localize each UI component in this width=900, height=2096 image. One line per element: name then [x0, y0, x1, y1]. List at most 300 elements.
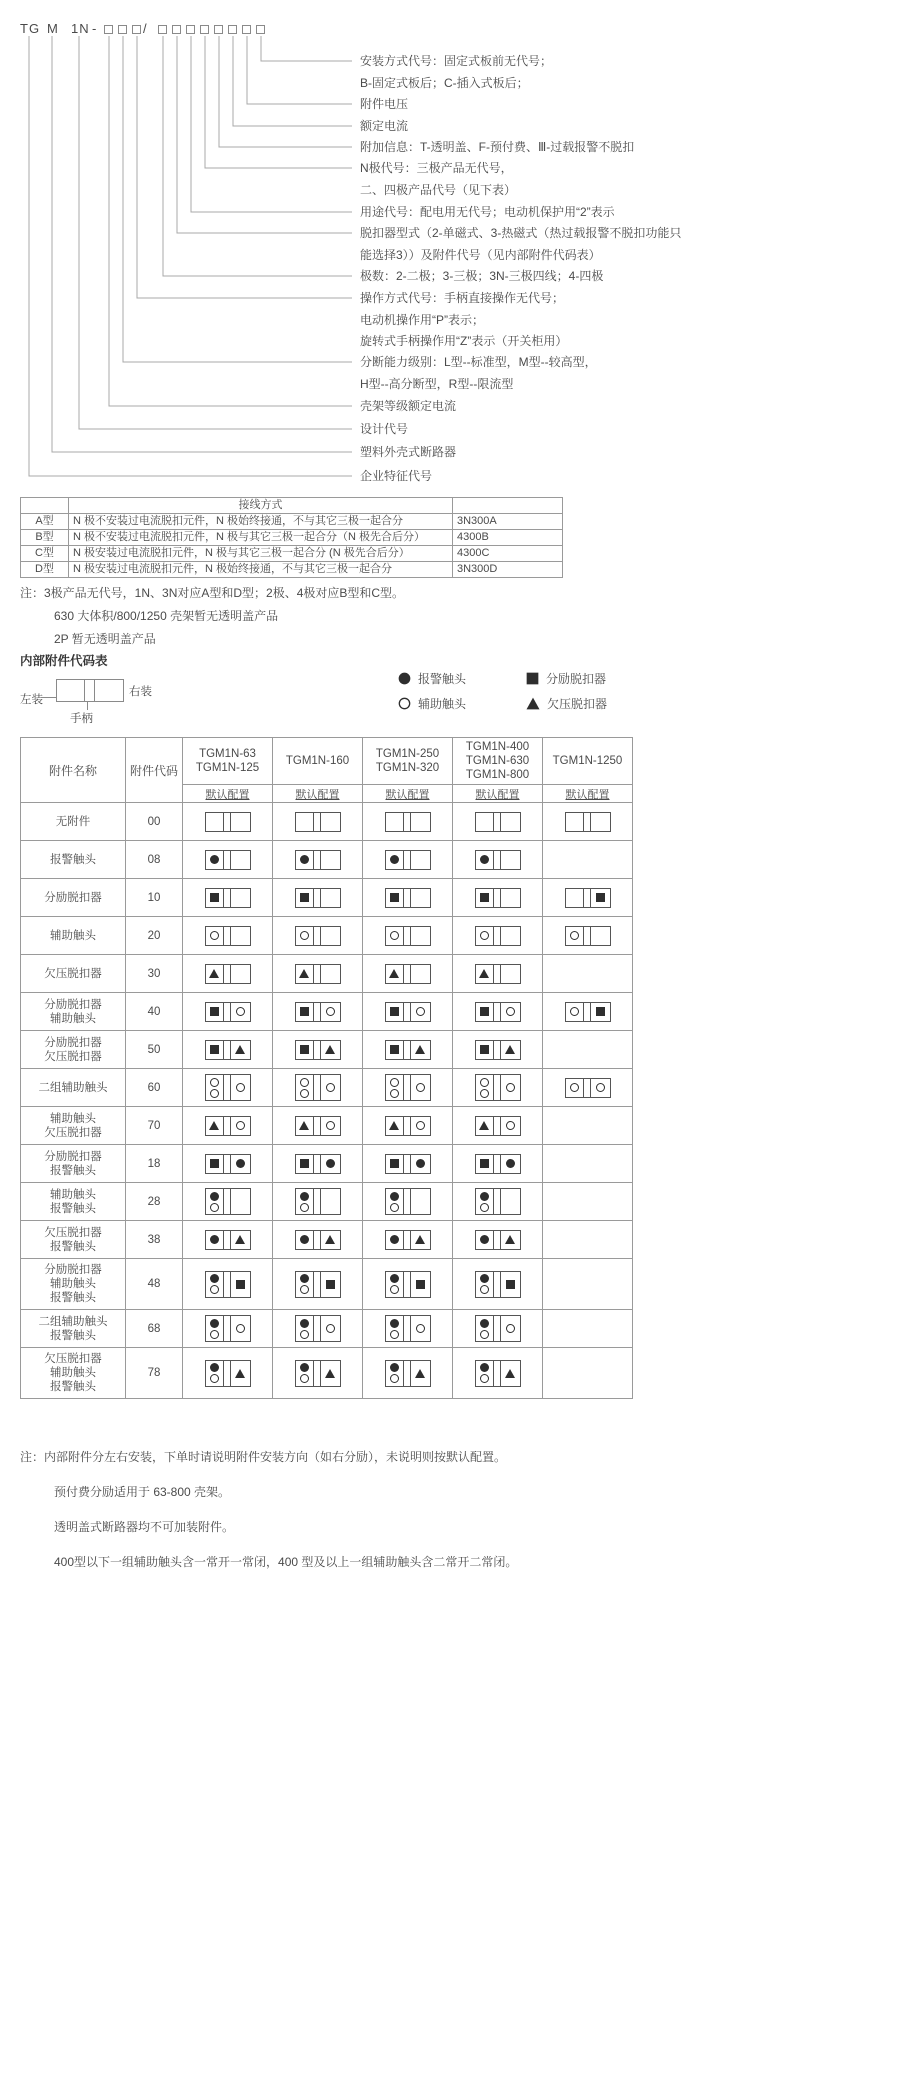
config-diagram: [385, 1230, 431, 1250]
shunt-release-symbol: [210, 1045, 219, 1054]
undervoltage-release-symbol: [209, 969, 219, 978]
auxiliary-contact-symbol: [399, 698, 411, 710]
alarm-contact-symbol: [300, 855, 309, 864]
config-diagram-cell: [543, 1145, 633, 1183]
accessory-code-cell: 40: [126, 993, 183, 1031]
config-diagram-cell: [543, 1310, 633, 1348]
product-model-line: TGM1N-125: [195, 762, 260, 774]
config-diagram-cell: [273, 879, 363, 917]
right-mount-slot: [411, 1316, 430, 1341]
left-mount-slot: [206, 1361, 223, 1386]
accessory-code-cell: 30: [126, 955, 183, 993]
left-mount-slot: [476, 889, 493, 907]
right-mount-slot: [321, 1075, 340, 1100]
accessory-name-line: 报警触头: [50, 1202, 96, 1215]
right-mount-slot: [501, 1272, 520, 1297]
config-diagram: [295, 1271, 341, 1298]
callout-line: [247, 36, 352, 104]
config-diagram-cell: [183, 1031, 273, 1069]
config-diagram-cell: [453, 1348, 543, 1399]
auxiliary-contact-symbol: [570, 931, 579, 940]
auxiliary-contact-symbol: [326, 1083, 335, 1092]
alarm-contact-symbol: [480, 855, 489, 864]
left-mount-slot: [386, 1041, 403, 1059]
wiring-type-cell: C型: [21, 546, 69, 562]
accessory-row: [21, 955, 633, 993]
handle-slot: [313, 1117, 321, 1135]
auxiliary-contact-symbol: [236, 1007, 245, 1016]
model-code-box: [104, 25, 113, 34]
left-mount-slot: [296, 1041, 313, 1059]
config-diagram: [295, 1154, 341, 1174]
callout-label-line: 附件电压: [360, 97, 409, 111]
config-diagram-cell: [363, 1107, 453, 1145]
shunt-release-symbol: [527, 673, 539, 685]
right-mount-slot: [231, 851, 250, 869]
alarm-contact-symbol: [390, 1274, 399, 1283]
config-diagram-cell: [363, 1069, 453, 1107]
wiring-desc-cell: N 极不安装过电流脱扣元件，N 极与其它三极一起合分（N 极先合后分）: [69, 530, 453, 546]
auxiliary-contact-symbol: [480, 1285, 489, 1294]
undervoltage-release-symbol: [389, 969, 399, 978]
left-mount-slot: [566, 1079, 583, 1097]
right-mount-slot: [501, 1231, 520, 1249]
right-mount-slot: [501, 1361, 520, 1386]
auxiliary-contact-symbol: [416, 1324, 425, 1333]
config-diagram: [385, 926, 431, 946]
callout-label-line: 旋转式手柄操作用“Z”表示（开关柜用）: [360, 334, 568, 348]
shunt-release-symbol: [326, 1280, 335, 1289]
config-diagram-cell: [363, 803, 453, 841]
handle-slot: [493, 1189, 501, 1214]
handle-slot: [403, 813, 411, 831]
handle-slot: [313, 1075, 321, 1100]
config-diagram: [565, 1078, 611, 1098]
right-mount-slot: [411, 1189, 430, 1214]
shunt-release-symbol: [390, 893, 399, 902]
config-diagram: [385, 850, 431, 870]
config-diagram: [565, 926, 611, 946]
model-code-part: M: [47, 21, 59, 36]
accessory-name-line: 欠压脱扣器: [44, 1126, 102, 1139]
auxiliary-contact-symbol: [416, 1121, 425, 1130]
left-mount-slot: [206, 965, 223, 983]
accessory-name-cell: [21, 1145, 126, 1183]
handle-slot: [493, 889, 501, 907]
undervoltage-release-symbol: [325, 1235, 335, 1244]
breaker-outline: [56, 679, 124, 702]
product-model-line: TGM1N-320: [375, 762, 440, 774]
right-mount-slot: [501, 1003, 520, 1021]
accessory-name-line: 报警触头: [50, 1292, 96, 1304]
alarm-contact-symbol: [480, 1274, 489, 1283]
config-diagram-cell: [183, 993, 273, 1031]
product-model-line: TGM1N-250: [375, 748, 440, 760]
accessory-name-line: 辅助触头: [50, 929, 96, 942]
alarm-contact-symbol: [390, 1363, 399, 1372]
config-diagram: [475, 1271, 521, 1298]
accessory-name-line: 二组辅助触头: [38, 1081, 108, 1094]
config-diagram-cell: [273, 993, 363, 1031]
auxiliary-contact-symbol: [210, 1330, 219, 1339]
callout-line: [233, 36, 352, 126]
config-diagram-cell: [363, 1183, 453, 1221]
handle-slot: [583, 1079, 591, 1097]
config-diagram: [385, 1074, 431, 1101]
auxiliary-contact-symbol: [506, 1324, 515, 1333]
alarm-contact-symbol: [480, 1319, 489, 1328]
left-mount-slot: [296, 851, 313, 869]
note-line: 630 大体积/800/1250 壳架暂无透明盖产品: [54, 609, 279, 623]
left-mount-slot: [296, 889, 313, 907]
config-diagram: [475, 964, 521, 984]
accessory-code-cell: 28: [126, 1183, 183, 1221]
handle-slot: [493, 1003, 501, 1021]
config-diagram: [295, 1002, 341, 1022]
config-diagram-cell: [453, 993, 543, 1031]
accessory-code-cell: 68: [126, 1310, 183, 1348]
product-model-line: TGM1N-160: [285, 755, 350, 767]
auxiliary-contact-symbol: [390, 931, 399, 940]
shunt-release-symbol: [596, 893, 605, 902]
config-diagram: [295, 964, 341, 984]
handle-slot: [493, 813, 501, 831]
config-diagram: [205, 1360, 251, 1387]
right-mount-slot: [321, 1155, 340, 1173]
handle-slot: [403, 1361, 411, 1386]
callout-label: [360, 51, 552, 94]
handle-slot: [313, 1041, 321, 1059]
right-mount-slot: [321, 813, 340, 831]
accessory-name-line: 分励脱扣器: [44, 1150, 102, 1163]
alarm-contact-symbol: [390, 1319, 399, 1328]
note-line: 透明盖式断路器均不可加装附件。: [54, 1520, 235, 1534]
config-diagram: [475, 888, 521, 908]
config-diagram: [385, 1271, 431, 1298]
auxiliary-contact-symbol: [236, 1121, 245, 1130]
left-mount-slot: [296, 1316, 313, 1341]
handle-slot: [493, 1272, 501, 1297]
left-mount-slot: [566, 927, 583, 945]
left-mount-slot: [206, 851, 223, 869]
accessory-row: [21, 1348, 633, 1399]
right-mount-slot: [501, 851, 520, 869]
shunt-release-symbol: [480, 893, 489, 902]
accessory-code-table: [20, 737, 633, 1399]
auxiliary-contact-symbol: [236, 1324, 245, 1333]
accessory-code-cell: 70: [126, 1107, 183, 1145]
bottom-notes: [20, 1447, 517, 1587]
note-line: 400型以下一组辅助触头含一常开一常闭，400 型及以上一组辅助触头含二常开二常闭。: [54, 1555, 518, 1569]
handle-slot: [223, 1155, 231, 1173]
model-code-box: [256, 25, 265, 34]
accessory-row: [21, 1183, 633, 1221]
accessory-name-line: 辅助触头: [50, 1278, 96, 1290]
handle-slot: [313, 1189, 321, 1214]
right-mount-slot: [411, 1272, 430, 1297]
model-code-box: [172, 25, 181, 34]
alarm-contact-symbol: [210, 1192, 219, 1201]
alarm-contact-symbol: [300, 1363, 309, 1372]
model-code-box: [158, 25, 167, 34]
shunt-release-symbol: [390, 1007, 399, 1016]
wiring-code-cell: 4300B: [453, 530, 563, 546]
auxiliary-contact-symbol: [390, 1285, 399, 1294]
accessory-name-line: 二组辅助触头: [38, 1315, 108, 1328]
left-mount-slot: [476, 851, 493, 869]
handle-slot: [313, 1155, 321, 1173]
left-mount-slot: [566, 813, 583, 831]
accessory-name-line: 欠压脱扣器: [44, 1353, 102, 1365]
default-config-header: 默认配置: [363, 785, 453, 803]
right-mount-slot: [321, 1117, 340, 1135]
right-mount-slot: [591, 813, 610, 831]
config-diagram-cell: [273, 1107, 363, 1145]
right-mount-slot: [591, 1079, 610, 1097]
left-mount-slot: [206, 1155, 223, 1173]
config-diagram: [385, 1040, 431, 1060]
right-mount-slot: [231, 1316, 250, 1341]
alarm-contact-symbol: [480, 1235, 489, 1244]
config-diagram-cell: [273, 917, 363, 955]
handle-slot: [403, 1117, 411, 1135]
callout-label: [360, 466, 432, 488]
shunt-release-symbol: [480, 1007, 489, 1016]
accessory-name-line: 报警触头: [50, 1164, 96, 1177]
left-mount-slot: [296, 813, 313, 831]
config-diagram-cell: [543, 1348, 633, 1399]
left-mount-slot: [476, 1003, 493, 1021]
config-diagram: [295, 1360, 341, 1387]
handle-slot: [223, 1117, 231, 1135]
alarm-contact-symbol: [480, 1363, 489, 1372]
accessory-row: [21, 993, 633, 1031]
left-mount-slot: [296, 1189, 313, 1214]
accessory-name-line: 分励脱扣器: [44, 998, 102, 1011]
config-diagram: [205, 1116, 251, 1136]
right-mount-slot: [411, 1075, 430, 1100]
wiring-table-title: 接线方式: [69, 498, 453, 514]
accessory-name-cell: [21, 1310, 126, 1348]
accessory-code-cell: 48: [126, 1259, 183, 1310]
callout-label: [360, 419, 408, 441]
left-mount-slot: [386, 1231, 403, 1249]
handle-slot: [313, 1231, 321, 1249]
config-diagram-cell: [273, 841, 363, 879]
config-diagram: [295, 1040, 341, 1060]
left-mount-slot: [476, 927, 493, 945]
callout-line: [219, 36, 352, 147]
alarm-contact-symbol: [210, 855, 219, 864]
callout-line: [205, 36, 352, 168]
right-mount-slot: [231, 1272, 250, 1297]
right-mount-slot: [411, 1117, 430, 1135]
right-mount-slot: [411, 1231, 430, 1249]
handle-slot: [223, 1231, 231, 1249]
config-diagram-cell: [543, 917, 633, 955]
config-diagram-cell: [183, 1183, 273, 1221]
config-diagram-cell: [453, 1107, 543, 1145]
accessory-code-cell: 50: [126, 1031, 183, 1069]
right-mount-slot: [411, 1041, 430, 1059]
accessory-name-line: 辅助触头: [50, 1188, 96, 1201]
config-diagram: [385, 1360, 431, 1387]
accessory-name-line: 欠压脱扣器: [44, 967, 102, 980]
shunt-release-symbol: [300, 1045, 309, 1054]
config-diagram-cell: [273, 955, 363, 993]
accessory-name-cell: [21, 1183, 126, 1221]
handle-slot: [223, 965, 231, 983]
auxiliary-contact-symbol: [480, 1374, 489, 1383]
config-diagram: [295, 850, 341, 870]
config-diagram-cell: [543, 1069, 633, 1107]
wiring-code-cell: 3N300A: [453, 514, 563, 530]
auxiliary-contact-symbol: [210, 1285, 219, 1294]
config-diagram-cell: [183, 917, 273, 955]
left-mount-slot: [386, 927, 403, 945]
accessory-code-cell: 00: [126, 803, 183, 841]
config-diagram-cell: [453, 955, 543, 993]
config-diagram: [295, 1230, 341, 1250]
config-diagram-cell: [363, 1310, 453, 1348]
right-mount-slot: [501, 1075, 520, 1100]
left-mount-slot: [206, 1041, 223, 1059]
shunt-release-symbol: [210, 1159, 219, 1168]
config-diagram: [205, 888, 251, 908]
config-diagram: [295, 1116, 341, 1136]
right-mount-slot: [411, 889, 430, 907]
auxiliary-contact-symbol: [596, 1083, 605, 1092]
config-diagram: [385, 812, 431, 832]
accessory-name-line: 欠压脱扣器: [44, 1050, 102, 1063]
left-mount-slot: [476, 1155, 493, 1173]
config-diagram: [295, 888, 341, 908]
left-mount-slot: [386, 813, 403, 831]
handle-slot: [223, 1316, 231, 1341]
left-mount-slot: [476, 1041, 493, 1059]
right-mount-slot: [231, 889, 250, 907]
config-diagram: [475, 1230, 521, 1250]
right-mount-slot: [411, 965, 430, 983]
alarm-contact-symbol: [210, 1319, 219, 1328]
model-code-box: [242, 25, 251, 34]
shunt-release-symbol: [480, 1159, 489, 1168]
right-mount-slot: [411, 1155, 430, 1173]
auxiliary-contact-symbol: [416, 1083, 425, 1092]
handle-slot: [403, 1003, 411, 1021]
auxiliary-contact-symbol: [300, 1078, 309, 1087]
shunt-release-symbol: [236, 1280, 245, 1289]
config-diagram: [475, 1154, 521, 1174]
right-mount-label: 右装: [129, 686, 152, 698]
shunt-release-symbol: [300, 1159, 309, 1168]
config-diagram: [475, 1188, 521, 1215]
default-config-header: 默认配置: [273, 785, 363, 803]
alarm-contact-symbol: [480, 1192, 489, 1201]
accessory-row: [21, 1145, 633, 1183]
callout-label: [360, 116, 408, 138]
callout-line: [52, 36, 352, 452]
config-diagram-cell: [183, 879, 273, 917]
left-mount-slot: [386, 1003, 403, 1021]
undervoltage-release-symbol: [299, 969, 309, 978]
accessory-row: [21, 1310, 633, 1348]
auxiliary-contact-symbol: [210, 1089, 219, 1098]
config-diagram-cell: [363, 955, 453, 993]
handle-slot: [313, 1003, 321, 1021]
shunt-release-symbol: [480, 1045, 489, 1054]
callout-label: [360, 352, 597, 395]
config-diagram: [205, 812, 251, 832]
config-diagram-cell: [543, 1107, 633, 1145]
config-diagram: [205, 1154, 251, 1174]
config-diagram-cell: [543, 1259, 633, 1310]
config-diagram-cell: [273, 1348, 363, 1399]
left-mount-slot: [386, 1189, 403, 1214]
right-mount-slot: [231, 927, 250, 945]
config-diagram: [205, 1002, 251, 1022]
config-diagram: [205, 1271, 251, 1298]
config-diagram-cell: [273, 1031, 363, 1069]
config-diagram-cell: [363, 1221, 453, 1259]
accessory-name-line: 分励脱扣器: [44, 891, 102, 904]
left-mount-slot: [386, 965, 403, 983]
auxiliary-contact-symbol: [390, 1078, 399, 1087]
alarm-contact-symbol: [390, 855, 399, 864]
right-mount-slot: [321, 1272, 340, 1297]
handle-slot: [313, 1316, 321, 1341]
right-mount-slot: [411, 1003, 430, 1021]
undervoltage-release-symbol: [415, 1045, 425, 1054]
accessory-name-line: 辅助触头: [50, 1012, 96, 1025]
model-code-part: TG: [20, 21, 41, 36]
config-diagram: [205, 1074, 251, 1101]
alarm-contact-symbol: [210, 1363, 219, 1372]
legend-label: 欠压脱扣器: [547, 697, 608, 711]
handle-slot: [223, 1189, 231, 1214]
handle-label: 手柄: [70, 713, 93, 725]
config-diagram-cell: [453, 1310, 543, 1348]
config-diagram-cell: [273, 1221, 363, 1259]
alarm-contact-symbol: [390, 1235, 399, 1244]
undervoltage-release-symbol: [389, 1121, 399, 1130]
right-mount-slot: [501, 965, 520, 983]
config-diagram-cell: [363, 879, 453, 917]
product-model-line: TGM1N-400: [465, 741, 530, 753]
accessory-name-line: 欠压脱扣器: [44, 1226, 102, 1239]
handle-slot: [403, 1155, 411, 1173]
undervoltage-release-symbol: [325, 1045, 335, 1054]
right-mount-slot: [501, 1189, 520, 1214]
left-mount-slot: [476, 1272, 493, 1297]
left-mount-slot: [386, 851, 403, 869]
config-diagram: [205, 1188, 251, 1215]
config-diagram: [475, 850, 521, 870]
alarm-contact-symbol: [210, 1274, 219, 1283]
callout-label-line: 极数：2-二极；3-三极；3N-三极四线；4-四极: [360, 269, 604, 283]
config-diagram: [385, 1002, 431, 1022]
handle-slot: [583, 813, 591, 831]
config-diagram-cell: [183, 955, 273, 993]
accessory-code-cell: 18: [126, 1145, 183, 1183]
undervoltage-release-symbol: [235, 1045, 245, 1054]
config-diagram-cell: [543, 1221, 633, 1259]
auxiliary-contact-symbol: [480, 1330, 489, 1339]
left-mount-slot: [206, 813, 223, 831]
config-diagram-cell: [453, 1221, 543, 1259]
left-mount-slot: [476, 813, 493, 831]
accessory-row: [21, 1221, 633, 1259]
